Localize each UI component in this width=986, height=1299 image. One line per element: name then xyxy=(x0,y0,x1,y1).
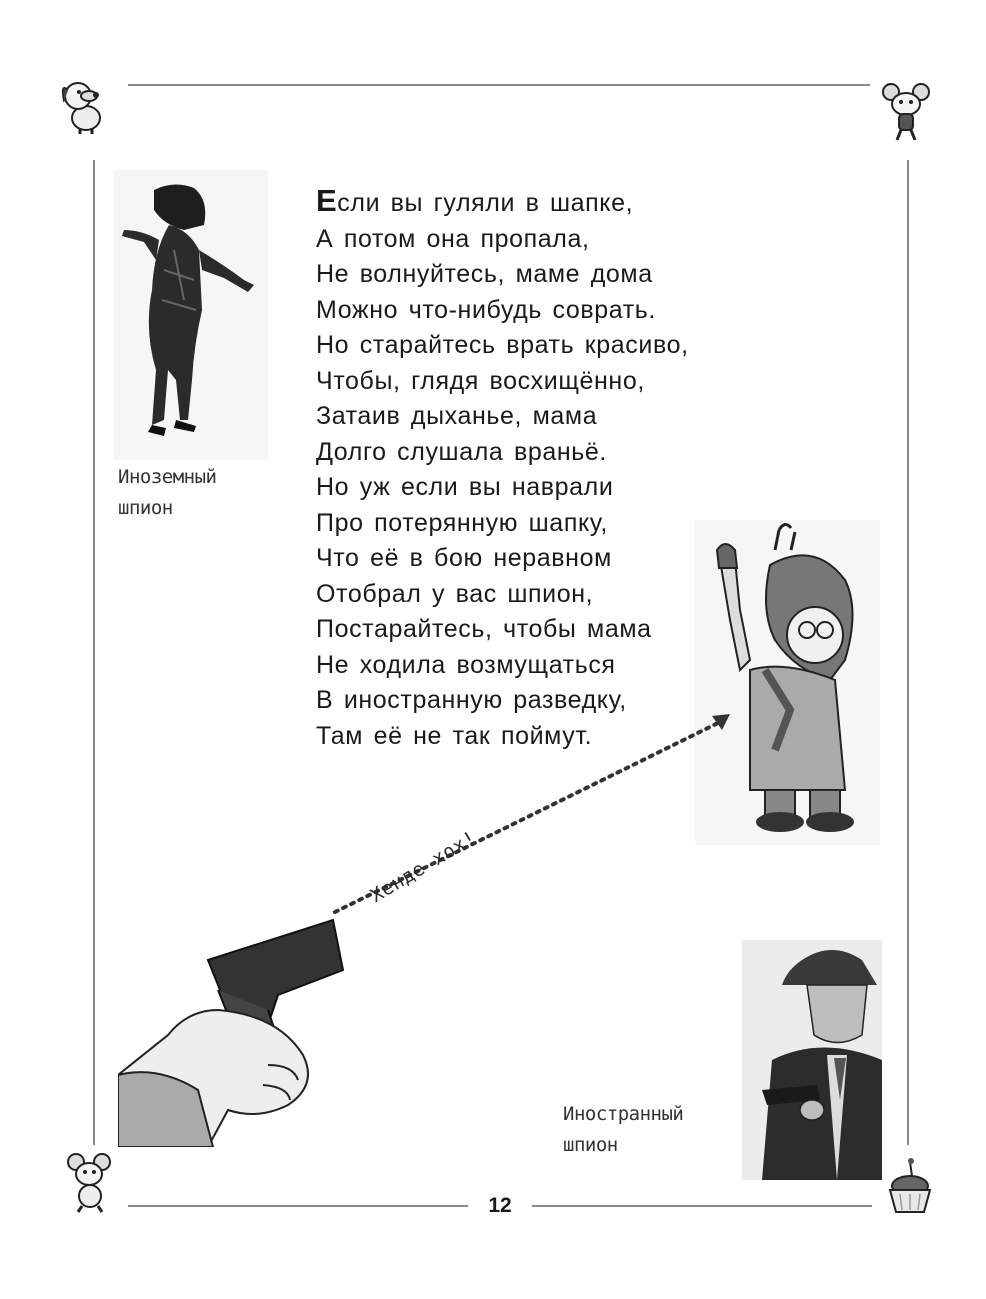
page-number: 12 xyxy=(488,1194,512,1217)
poem-line: Постарайтесь, чтобы мама xyxy=(316,615,652,643)
foreign-spy-caption xyxy=(563,1099,683,1161)
poem-line: Долго слушала враньё. xyxy=(316,437,607,466)
alien-spy-caption xyxy=(118,462,216,524)
poem-line: Чтобы, глядя восхищённо, xyxy=(316,366,645,395)
poem-line: Можно что-нибудь соврать. xyxy=(316,295,656,324)
frame-left-line xyxy=(93,160,95,1145)
poem-line: Про потерянную шапку, xyxy=(316,508,608,537)
foreign-spy-illustration xyxy=(742,940,882,1180)
caption-line: шпион xyxy=(118,497,173,519)
caption-line: Иностранный xyxy=(563,1103,684,1125)
caption-line: Иноземный xyxy=(118,466,217,488)
poem-line: Затаив дыханье, мама xyxy=(316,402,598,430)
mouse-icon xyxy=(62,1150,126,1214)
poem-line: Отобрал у вас шпион, xyxy=(316,579,594,608)
poem-line: В иностранную разведку, xyxy=(316,686,627,714)
shout-text: Хенде хох! xyxy=(366,826,481,907)
poem-line: Не волнуйтесь, маме дома xyxy=(316,260,653,288)
frame-bottom-line-left xyxy=(128,1205,468,1207)
cupcake-icon xyxy=(878,1156,942,1220)
drop-cap: Е xyxy=(316,183,338,218)
alien-spy-illustration xyxy=(114,170,268,460)
poem xyxy=(316,183,756,754)
dog-icon xyxy=(52,72,116,136)
caption-line: шпион xyxy=(563,1134,618,1156)
poem-line: Но уж если вы наврали xyxy=(316,473,614,501)
poem-line: А потом она пропала, xyxy=(316,224,590,253)
poem-line: Но старайтесь врать красиво, xyxy=(316,331,689,359)
mouse-icon xyxy=(875,78,939,142)
poem-line: Там её не так поймут. xyxy=(316,721,593,750)
poem-line xyxy=(316,183,756,222)
frame-top-line xyxy=(128,84,870,86)
poem-line: Что её в бою неравном xyxy=(316,544,612,572)
poem-first-line-rest: сли вы гуляли в шапке, xyxy=(337,189,634,217)
frame-bottom-line-right xyxy=(532,1205,872,1207)
hand-with-pistol-illustration xyxy=(118,915,348,1147)
frame-right-line xyxy=(907,160,909,1145)
poem-line: Не ходила возмущаться xyxy=(316,650,616,679)
